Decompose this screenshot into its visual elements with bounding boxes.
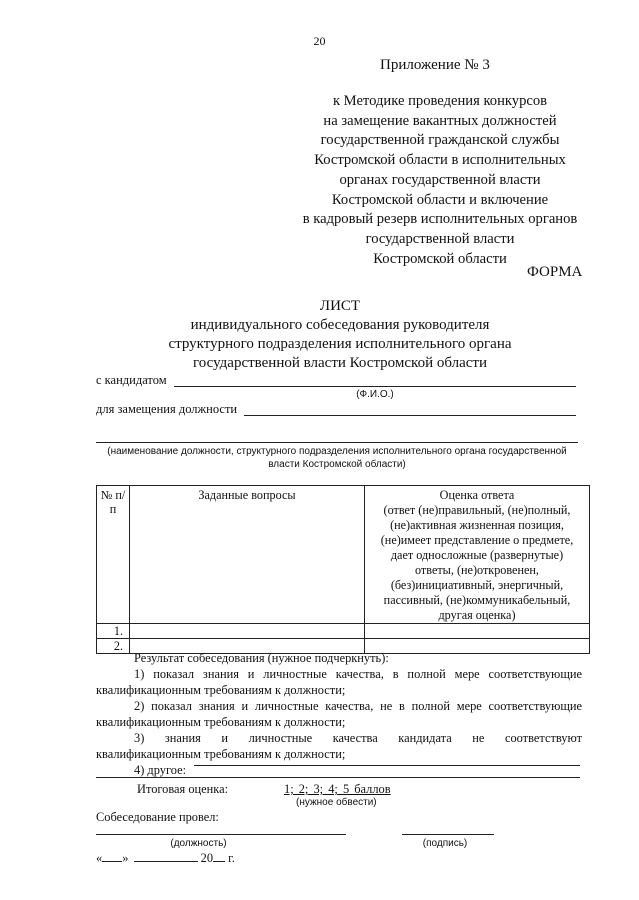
signature-caption: (подпись) [422,838,468,849]
rating-line: (не)имеет представление о предмете, [380,533,574,547]
result-option-1-cont: квалификационным требованиям к должности; [96,683,346,697]
position-caption-line: власти Костромской области) [268,459,406,470]
page-number: 20 [313,34,326,48]
result-option-2-cont: квалификационным требованиям к должности; [96,715,346,729]
appendix-line: государственной гражданской службы [320,132,560,149]
result-heading: Результат собеседования (нужное подчеркнуть): [134,651,389,665]
rating-line: ответы, (не)откровенен, [415,563,539,577]
month-field[interactable] [134,861,198,862]
header-rating [365,486,590,624]
interviewer-position-field[interactable] [96,834,346,835]
year-field[interactable] [213,861,225,862]
title-heading: ЛИСТ [319,298,361,314]
rating-cell[interactable] [365,624,590,639]
appendix-line: Костромской области в исполнительных [314,152,566,169]
appendix-line: Костромской области и включение [331,191,549,208]
position-caption-line: (наименование должности, структурного подразделения исполнительного органа государственной [107,446,567,457]
interviewer-position-caption: (должность) [170,838,227,849]
position-field[interactable] [244,415,576,416]
appendix-line: в кадровый резерв исполнительных органов [302,211,578,228]
candidate-field[interactable] [174,386,576,387]
question-cell[interactable] [130,624,365,639]
rating-line: дает односложные (развернутые) [390,548,564,562]
appendix-line: органах государственной власти [339,171,541,188]
date-quote-open: « [96,851,103,865]
table-header-row [97,486,590,624]
document-title [95,297,585,373]
interview-table [96,485,590,654]
table-row [97,624,590,639]
position-caption [96,445,578,471]
rating-line: пассивный, (не)коммуникабельный, [383,593,571,607]
result-option-1[interactable]: 1) показал знания и личностные качества, в полной мере соответствующие [134,667,582,681]
other-field[interactable] [194,765,580,766]
appendix-title: Приложение № 3 [380,57,490,73]
header-questions: Заданные вопросы [130,486,365,624]
candidate-label: с кандидатом [96,373,167,387]
result-option-3-cont: квалификационным требованиям к должности; [96,747,346,761]
year-suffix: г. [228,851,235,865]
row-number: 2. [97,639,130,654]
score-caption: (нужное обвести) [296,797,377,808]
score-options[interactable]: 1; 2; 3; 4; 5 баллов [284,782,391,796]
form-label: ФОРМА [527,264,583,280]
rating-line: (ответ (не)правильный, (не)полный, [383,503,571,517]
other-field-continuation[interactable] [96,777,580,778]
rating-line: (не)активная жизненная позиция, [390,518,564,532]
result-option-3[interactable]: 3) знания и личностные качества кандидата не соответствуют [134,731,582,745]
date-line [96,851,235,866]
header-number: № п/п [97,486,130,624]
appendix-line: на замещение вакантных должностей [323,112,557,129]
title-line: государственной власти Костромской области [192,355,487,371]
result-option-4[interactable]: 4) другое: [134,763,187,777]
interview-result [96,650,582,778]
appendix-line: к Методике проведения конкурсов [332,93,548,109]
candidate-caption: (Ф.И.О.) [356,389,394,400]
title-line: структурного подразделения исполнительного органа [168,336,512,352]
position-field-continuation[interactable] [96,442,578,443]
appendix-description [290,92,590,269]
conducted-label: Собеседование провел: [96,810,219,824]
row-number: 1. [97,624,130,639]
position-label: для замещения должности [96,402,238,416]
signature-field[interactable] [402,834,494,835]
day-field[interactable] [102,861,122,862]
title-line: индивидуального собеседования руководителя [190,317,490,333]
rating-line: другая оценка) [438,608,516,622]
date-quote-close: » [122,851,129,865]
year-prefix: 20 [200,851,214,865]
rating-line: (без)инициативный, энергичный, [390,578,564,592]
result-option-2[interactable]: 2) показал знания и личностные качества, не в полной мере соответствующие [134,699,582,713]
appendix-line: Костромской области [373,250,507,267]
appendix-line: государственной власти [365,230,515,247]
rating-line: Оценка ответа [439,488,515,502]
final-score-label: Итоговая оценка: [137,782,229,796]
